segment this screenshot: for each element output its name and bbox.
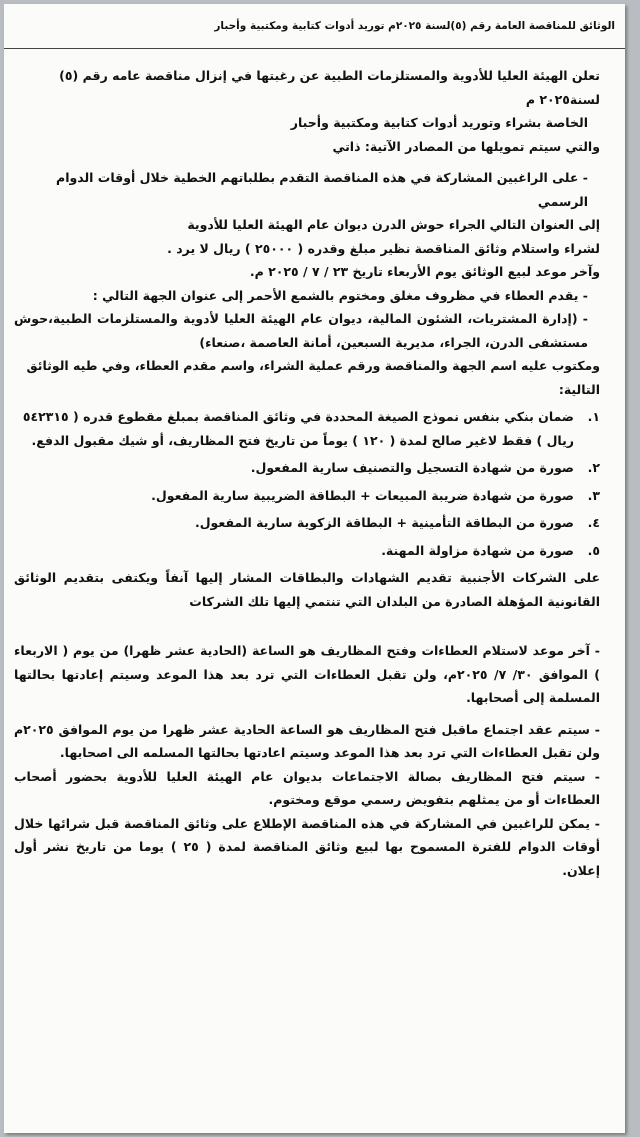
required-document [14,484,600,508]
intro-line-1: تعلن الهيئة العليا للأدوية والمستلزمات الطبية عن رغبتها في إنزال مناقصة عامه رقم (٥) لسنة٢٠٢٥ م [59,68,600,107]
header-title: الوثائق للمناقصة العامة رقم (٥)لسنة ٢٠٢٥م توريد أدوات كتابية ومكتبية وأحبار [214,20,615,32]
registration-line-1: - على الراغبين المشاركة في هذه المناقصة التقدم بطلباتهم الخطية خلال أوقات الدوام الرسمي [56,170,588,209]
document-number: ٥. [587,542,600,558]
document-number: ٤. [587,515,600,530]
deadline-paragraph: - آخر موعد لاستلام العطاءات وفتح المظاريف هو الساعة (الحادية عشر ظهرا) من يوم ( الاربعاء ) الموافق ٣٠/ ٧/ ٢٠٢٥م، ولن تقبل العطاءات التي ترد بعد هذا الموعد وسيتم إعادتها بحالتها المسلمة إلى أصحابها. [14,643,601,705]
foreign-companies-note: على الشركات الأجنبية تقديم الشهادات والبطاقات المشار إليها آنفاً ويكتفى بتقديم الوثائق القانونية المؤهلة الصادرة من البلدان التي تنتمي إليها تلك الشركات [14,570,600,609]
intro-line-3: والتي سيتم تمويلها من المصادر الآتية: ذاتي [332,138,600,154]
required-document [14,456,600,480]
document-text: صورة من شهادة مزاولة المهنة. [381,542,574,558]
bid-opening-paragraph: - سيتم فتح المظاريف بصالة الاجتماعات بديوان عام الهيئة العليا للأدوية بحضور أصحاب العطاءات أو من يمثلهم بتفويض رسمي موقع ومختوم. [14,768,600,807]
submission-address: - (إدارة المشتريات، الشئون المالية، ديوان عام الهيئة العليا لأدوية والمستلزمات الطبية،حوش مستشفى الدرن، الجراء، مديرية السبعين، أمانة العاصمة ،صنعاء) [14,311,588,350]
required-document [14,539,600,563]
document-header [4,4,625,49]
document-text: صورة من شهادة التسجيل والتصنيف سارية المفعول. [250,460,574,475]
document-text: ضمان بنكي بنفس نموذج الصيغة المحددة في وثائق المناقصة بمبلغ مقطوع قدره ( ٥٤٢٣١٥ ريال ) فقط لاغير صالح لمدة ( ١٢٠ ) يوماً من تاريخ فتح المظاريف، أو شيك مقبول الدفع. [22,409,574,448]
required-document [14,405,600,452]
intro-line-2: الخاصة بشراء وتوريد أدوات كتابية ومكتبية وأحبار [290,115,588,130]
document-body [14,64,600,882]
document-number: ١. [587,409,600,424]
document-text: صورة من شهادة ضريبة المبيعات + البطاقة الضريبية سارية المفعول. [151,487,574,503]
document-number: ٢. [587,460,600,475]
registration-line-4: وآخر موعد لبيع الوثائق يوم الأربعاء تاريخ ٢٣ / ٧ / ٢٠٢٥ م. [249,264,600,279]
document-page [4,4,625,1133]
registration-line-2: إلى العنوان التالي الجراء حوش الدرن ديوان عام الهيئة العليا للأدوية [187,217,600,232]
registration-line-3: لشراء واستلام وثائق المناقصة نظير مبلغ وقدره ( ٢٥٠٠٠ ) ريال لا يرد . [167,240,600,256]
required-document [14,511,600,535]
document-review-paragraph: - يمكن للراغبين في المشاركة في هذه المناقصة الإطلاع على وثائق المناقصة قبل شرائها خلال أوقات الدوام للفترة المسموح بها لبيع وثائق المناقصة لمدة ( ٢٥ ) يوما من تاريخ نشر أول إعلان. [14,815,600,878]
document-text: صورة من البطاقة التأمينية + البطاقة الزكوية سارية المفعول. [194,515,574,530]
submission-instruction: - يقدم العطاء في مظروف مغلق ومختوم بالشمع الأحمر إلى عنوان الجهة التالي : [92,287,588,303]
document-number: ٣. [587,487,600,503]
envelope-label: ومكتوب عليه اسم الجهة والمناقصة ورقم عملية الشراء، واسم مقدم العطاء، وفي طيه الوثائق التالية: [26,358,600,397]
pre-bid-meeting-paragraph: - سيتم عقد اجتماع ماقبل فتح المظاريف هو الساعة الحادية عشر ظهرا من يوم الموافق ٢٠٢٥م ولن تقبل العطاءات التي ترد بعد هذا الموعد وسيتم اعادتها بحالتها المسلمه الى اصحابها. [14,721,600,760]
